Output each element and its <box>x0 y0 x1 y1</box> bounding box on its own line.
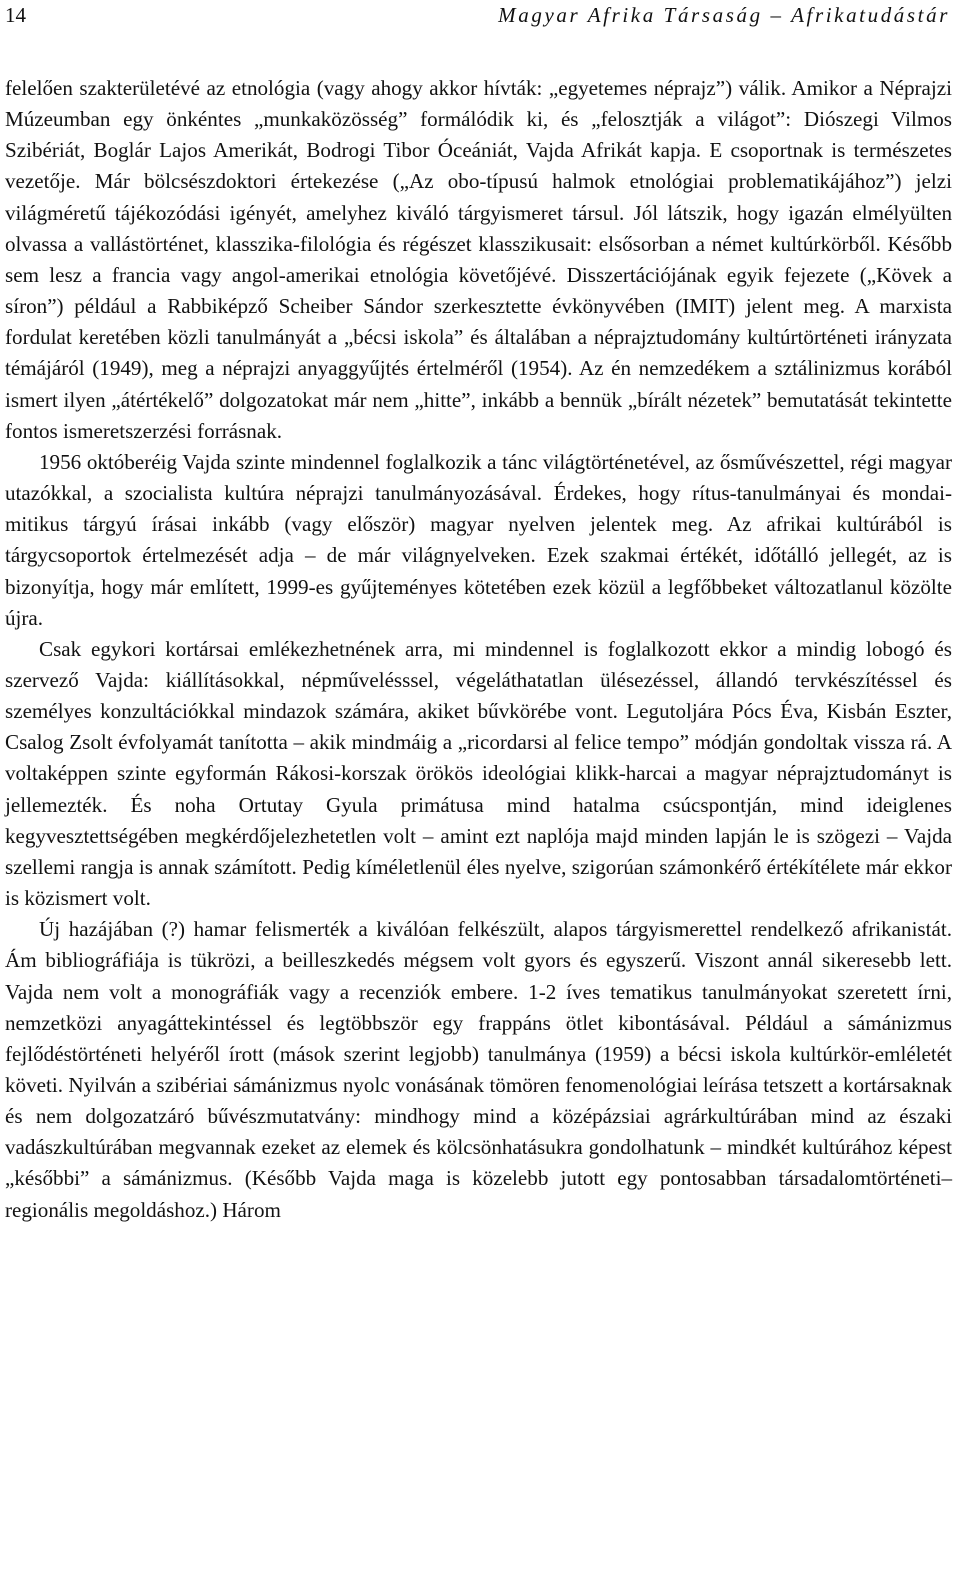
body-text <box>5 73 952 1226</box>
paragraph-3: Csak egykori kortársai emlékezhetnének arra, mi mindennel is foglalkozott ekkor a mindig lobogó és szervező Vajda: kiállításokkal, népművelésssel, végeláthatatlan ülésezéssel, állandó tervkészítéssel és személyes konzultációkkal mindazok számára, akiket bűvkörébe vont. Legutoljára Pócs Éva, Kisbán Eszter, Csalog Zsolt évfolyamát tanította – akik mindmáig a „ricordarsi al felice tempo” módján gondoltak vissza rá. A voltaképpen szinte egyformán Rákosi-korszak örökös ideológiai klikk-harcai a magyar néprajztudományt is jellemezték. És noha Ortutay Gyula primátusa mind hatalma csúcspontján, mind ideiglenes kegyvesztettségében megkérdőjelezhetetlen volt – amint ezt naplója majd minden lapján le is szögezi – Vajda szellemi rangja is annak számított. Pedig kíméletlenül éles nyelve, szigorúan számonkérő értékítélete már ekkor is közismert volt. <box>5 636 952 911</box>
paragraph-4: Új hazájában (?) hamar felismerték a kiválóan felkészült, alapos tárgyismerettel rendelkező afrikanistát. Ám bibliográfiája is tükrözi, a beilleszkedés mégsem volt gyors és egyszerű. Viszont annál sikeresebb lett. Vajda nem volt a monográfiák vagy a recenziók embere. 1-2 íves tematikus tanulmányokat szeretett írni, nemzetközi anyagáttekintéssel és legtöbbször egy frappáns ötlet kibontásával. Például a sámánizmus fejlődéstörténeti helyéről írott (mások szerint legjobb) tanulmánya (1959) a bécsi iskola kultúrkör-emléletét követi. Nyilván a szibériai sámánizmus nyolc vonásának tömören fenomenológiai leírása tetszett a kortársaknak és nem dolgozatzáró bűvészmutatvány: mindhogy mind a középázsiai agrárkultúrában mind az északi vadászkultúrában megvannak ezeket az elemek és kölcsönhatásukra gondolhatunk – mindkét kultúrához képest „későbbi” a sámánizmus. (Később Vajda maga is közelebb jutott egy pontosabban társadalomtörténeti–regionális megoldáshoz.) Három <box>5 917 952 1222</box>
paragraph-2: 1956 októberéig Vajda szinte mindennel foglalkozik a tánc világtörténetével, az ősművészettel, régi magyar utazókkal, a szocialista kultúra néprajzi tanulmányozásával. Érdekes, hogy rítus-tanulmányai és mondai-mitikus tárgyú írásai inkább (vagy először) magyar nyelven jelentek meg. Az afrikai kultúrából is tárgycsoportok értelmezését adja – de már világnyelveken. Ezek szakmai értékét, időtálló jellegét, az is bizonyítja, hogy már említett, 1999-es gyűjteményes kötetében ezek közül a legfőbbeket változatlanul közölte újra. <box>5 449 952 630</box>
running-header <box>5 0 952 34</box>
journal-title: Magyar Afrika Társaság – Afrikatudástár <box>498 3 950 27</box>
page-number: 14 <box>5 3 26 27</box>
paragraph-1: felelően szakterületévé az etnológia (vagy ahogy akkor hívták: „egyetemes néprajz”) válik. Amikor a Néprajzi Múzeumban egy önkéntes „munkaközösség” formálódik ki, és „felosztják a világot”: Diószegi Vilmos Szibériát, Boglár Lajos Amerikát, Bodrogi Tibor Óceániát, Vajda Afrikát kapja. E csoportnak is természetes vezetője. Már bölcsészdoktori értekezése („Az obo-típusú halmok etnológiai problematikájához”) jelzi világméretű tájékozódási igényét, amelyhez kiváló tárgyismeret társul. Jól látszik, hogy igazán elmélyülten olvassa a vallástörténet, klasszika-filológia és régészet klasszikusait: elsősorban a német kultúrkörből. Később sem lesz a francia vagy angol-amerikai etnológia követőjévé. Disszertációjának egyik fejezete („Kövek a síron”) például a Rabbiképző Scheiber Sándor szerkesztette évkönyvében (IMIT) jelent meg. A marxista fordulat keretében közli tanulmányát a „bécsi iskola” és általában a néprajztudomány kultúrtörténeti irányzata témájáról (1949), meg a néprajzi anyaggyűjtés értelméről (1954). Az én nemzedékem a sztálinizmus korából ismert ilyen „átértékelő” dolgozatokat már nem „hitte”, inkább a bennük „bírált nézetek” bemutatását tekintette fontos ismeretszerzési forrásnak. <box>5 76 952 443</box>
